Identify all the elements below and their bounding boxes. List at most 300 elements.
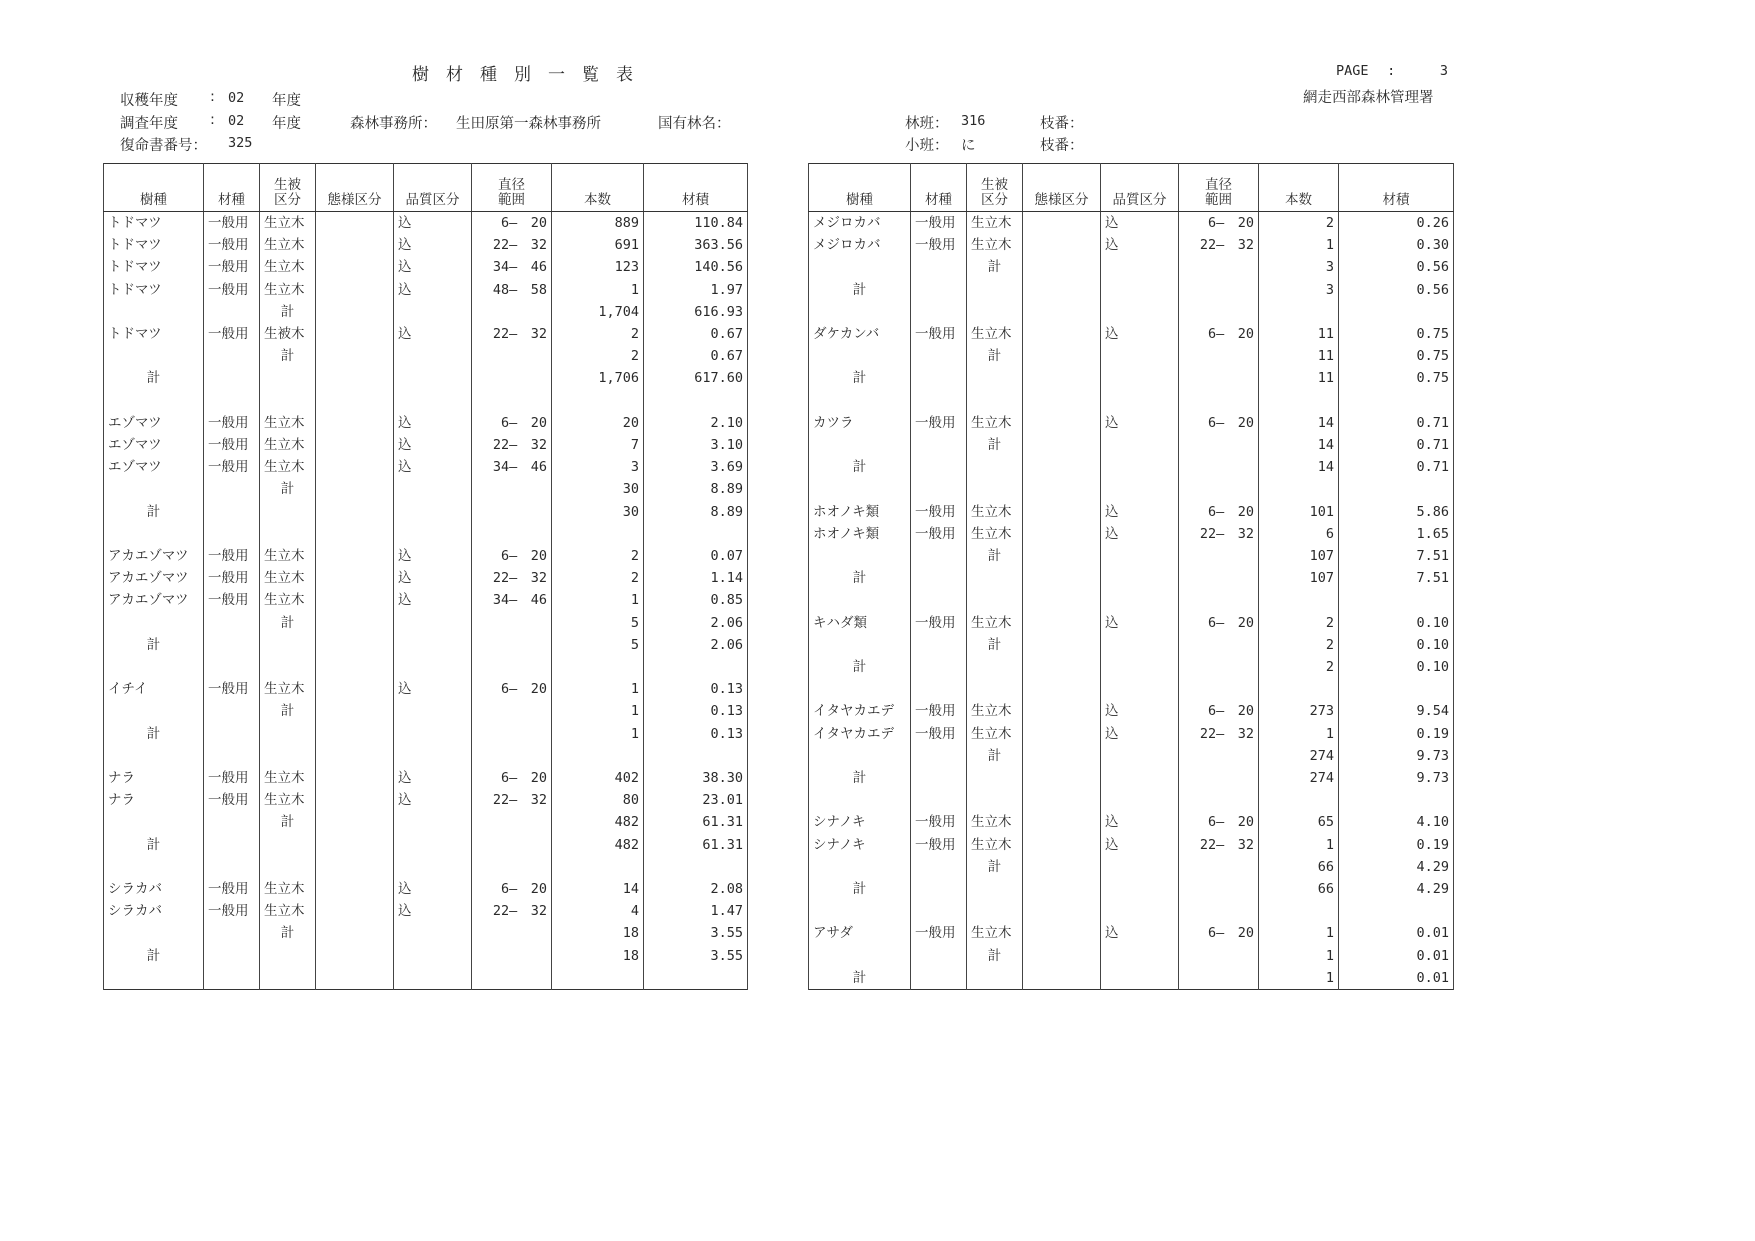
table-row [809,212,1454,235]
column-header-status: 生被 区分 [967,164,1023,212]
cell-count [552,656,644,678]
table-row [104,922,748,944]
cell-quality: 込 [394,412,472,434]
cell-quality: 込 [394,589,472,611]
cell-volume: 3.10 [644,434,748,456]
cell-diameter [472,634,552,656]
cell-grade [911,856,967,878]
cell-grade [911,367,967,389]
cell-grade [911,589,967,611]
table-row [104,678,748,700]
cell-mode [1023,323,1101,345]
cell-quality: 込 [394,900,472,922]
cell-mode [316,501,394,523]
cell-volume: 0.13 [644,723,748,745]
cell-mode [1023,922,1101,944]
cell-species: 計 [104,501,204,523]
page-title: 樹 材 種 別 一 覧 表 [412,65,633,85]
cell-quality: 込 [1101,523,1179,545]
cell-grade: 一般用 [911,234,967,256]
cell-diameter [472,656,552,678]
cell-species: 計 [809,656,911,678]
cell-grade: 一般用 [204,212,260,235]
cell-volume: 0.10 [1339,612,1454,634]
cell-species [809,345,911,367]
cell-count: 66 [1259,878,1339,900]
cell-count: 3 [552,456,644,478]
cell-diameter: 6― 20 [472,412,552,434]
cell-volume: 0.85 [644,589,748,611]
cell-diameter [1179,945,1259,967]
cell-mode [1023,345,1101,367]
table-row [809,567,1454,589]
table-row [809,434,1454,456]
cell-volume [1339,678,1454,700]
cell-status: 計 [260,922,316,944]
cell-species: 計 [809,767,911,789]
cell-volume: 3.69 [644,456,748,478]
cell-diameter: 6― 20 [1179,212,1259,235]
cell-quality [394,723,472,745]
cell-volume: 8.89 [644,478,748,500]
cell-status: 生立木 [967,922,1023,944]
table-header-row [809,164,1454,212]
cell-species [104,856,204,878]
cell-quality [394,834,472,856]
cell-grade [204,301,260,323]
cell-species [809,390,911,412]
cell-volume: 2.06 [644,612,748,634]
cell-mode [316,856,394,878]
cell-grade [911,301,967,323]
cell-count: 2 [1259,612,1339,634]
cell-species [104,967,204,990]
cell-mode [316,323,394,345]
cell-quality [1101,878,1179,900]
rinpan-value: 316 [961,113,986,129]
cell-mode [316,767,394,789]
cell-quality: 込 [1101,212,1179,235]
cell-volume: 3.55 [644,945,748,967]
cell-mode [1023,589,1101,611]
harvest-year-value: 02 [228,90,245,106]
cell-species: ナラ [104,789,204,811]
cell-volume: 140.56 [644,256,748,278]
cell-diameter: 6― 20 [1179,922,1259,944]
cell-mode [1023,878,1101,900]
cell-diameter: 6― 20 [472,212,552,235]
cell-status: 生立木 [260,678,316,700]
cell-grade: 一般用 [911,212,967,235]
cell-mode [1023,523,1101,545]
cell-mode [1023,545,1101,567]
cell-mode [316,745,394,767]
cell-volume: 61.31 [644,834,748,856]
cell-quality [394,367,472,389]
cell-volume: 4.29 [1339,878,1454,900]
table-row [104,723,748,745]
cell-count: 273 [1259,700,1339,722]
cell-grade [204,367,260,389]
cell-volume: 0.67 [644,345,748,367]
cell-diameter [472,612,552,634]
cell-count: 1 [552,279,644,301]
table-row [809,345,1454,367]
cell-species: ナラ [104,767,204,789]
cell-status: 計 [967,256,1023,278]
cell-status: 生立木 [967,412,1023,434]
cell-quality: 込 [1101,700,1179,722]
table-row [104,323,748,345]
cell-grade: 一般用 [204,234,260,256]
cell-mode [1023,811,1101,833]
cell-quality [1101,767,1179,789]
table-row [104,456,748,478]
cell-status [260,945,316,967]
cell-mode [1023,856,1101,878]
cell-count: 1 [552,700,644,722]
cell-status [967,390,1023,412]
cell-volume: 0.71 [1339,434,1454,456]
cell-diameter: 6― 20 [472,678,552,700]
cell-status: 計 [967,945,1023,967]
cell-grade [204,345,260,367]
cell-count: 11 [1259,345,1339,367]
cell-grade: 一般用 [911,501,967,523]
cell-volume: 1.47 [644,900,748,922]
cell-quality: 込 [394,878,472,900]
cell-diameter [1179,767,1259,789]
cell-species [104,301,204,323]
cell-species: トドマツ [104,234,204,256]
cell-grade [911,434,967,456]
cell-mode [1023,745,1101,767]
cell-status [967,967,1023,990]
table-row [809,412,1454,434]
cell-quality [1101,745,1179,767]
cell-volume: 363.56 [644,234,748,256]
cell-species: トドマツ [104,212,204,235]
cell-status: 計 [967,634,1023,656]
column-header-count: 本数 [1259,164,1339,212]
table-row [104,234,748,256]
cell-species [809,301,911,323]
cell-volume: 0.19 [1339,723,1454,745]
cell-grade: 一般用 [911,723,967,745]
cell-grade [204,745,260,767]
cell-species [104,345,204,367]
cell-mode [316,967,394,990]
table-row [104,656,748,678]
cell-species: ダケカンバ [809,323,911,345]
page-indicator [1336,63,1448,79]
cell-grade: 一般用 [204,789,260,811]
cell-diameter [1179,434,1259,456]
survey-year-colon: : [210,112,215,128]
cell-quality: 込 [394,323,472,345]
ledger-table-left [103,163,748,990]
cell-mode [1023,612,1101,634]
ledger-table-right [808,163,1454,990]
cell-count: 1 [1259,967,1339,990]
edaban-label-2: 枝番： [1040,138,1084,154]
harvest-year-colon: : [210,89,215,105]
cell-count [552,745,644,767]
cell-count: 18 [552,922,644,944]
cell-quality: 込 [1101,323,1179,345]
cell-diameter: 22― 32 [472,900,552,922]
cell-quality [1101,256,1179,278]
cell-count: 11 [1259,367,1339,389]
cell-diameter [472,700,552,722]
cell-status: 生立木 [260,545,316,567]
cell-diameter [1179,478,1259,500]
cell-volume: 1.97 [644,279,748,301]
cell-volume: 61.31 [644,811,748,833]
table-row [809,878,1454,900]
cell-grade: 一般用 [204,878,260,900]
cell-status [967,656,1023,678]
cell-grade [911,900,967,922]
cell-count: 2 [1259,656,1339,678]
cell-volume [1339,390,1454,412]
column-header-quality: 品質区分 [1101,164,1179,212]
cell-status: 計 [260,811,316,833]
cell-count: 1 [1259,834,1339,856]
table-row [104,900,748,922]
cell-diameter: 22― 32 [472,567,552,589]
cell-grade [911,456,967,478]
cell-count: 482 [552,811,644,833]
cell-grade: 一般用 [204,900,260,922]
cell-volume: 23.01 [644,789,748,811]
cell-diameter: 22― 32 [1179,723,1259,745]
cell-count: 30 [552,501,644,523]
cell-status [967,301,1023,323]
cell-count: 4 [552,900,644,922]
cell-volume: 3.55 [644,922,748,944]
cell-grade [911,945,967,967]
cell-grade: 一般用 [911,412,967,434]
table-row [809,545,1454,567]
column-header-status: 生被 区分 [260,164,316,212]
cell-grade [911,345,967,367]
cell-count: 5 [552,634,644,656]
cell-mode [1023,834,1101,856]
cell-volume: 0.01 [1339,967,1454,990]
cell-species: エゾマツ [104,412,204,434]
cell-species [809,589,911,611]
cell-grade [911,745,967,767]
table-row [809,745,1454,767]
cell-volume [1339,900,1454,922]
cell-species: トドマツ [104,279,204,301]
cell-diameter: 6― 20 [1179,323,1259,345]
cell-mode [316,212,394,235]
cell-mode [316,567,394,589]
cell-volume [644,523,748,545]
cell-diameter [1179,456,1259,478]
cell-status [967,678,1023,700]
cell-quality: 込 [394,212,472,235]
cell-count [552,856,644,878]
cell-grade: 一般用 [204,456,260,478]
cell-grade [911,767,967,789]
cell-species [809,900,911,922]
cell-status: 計 [967,856,1023,878]
cell-mode [1023,412,1101,434]
cell-mode [1023,945,1101,967]
cell-count: 123 [552,256,644,278]
table-row [104,767,748,789]
cell-volume: 2.06 [644,634,748,656]
cell-volume: 0.13 [644,678,748,700]
cell-count: 3 [1259,256,1339,278]
cell-mode [316,900,394,922]
column-header-diameter: 直径 範囲 [1179,164,1259,212]
cell-diameter: 6― 20 [472,767,552,789]
cell-quality: 込 [394,545,472,567]
table-row [104,367,748,389]
cell-status: 生立木 [260,279,316,301]
cell-grade [204,634,260,656]
cell-status: 計 [967,345,1023,367]
cell-quality [1101,589,1179,611]
cell-mode [316,834,394,856]
cell-mode [1023,900,1101,922]
cell-grade: 一般用 [911,811,967,833]
cell-status: 生立木 [260,412,316,434]
cell-diameter [1179,567,1259,589]
cell-mode [316,412,394,434]
report-number-value: 325 [228,135,253,151]
cell-quality [1101,434,1179,456]
cell-volume [644,390,748,412]
table-row [104,412,748,434]
cell-count [1259,900,1339,922]
table-row [809,390,1454,412]
cell-quality [1101,967,1179,990]
table-row [809,789,1454,811]
cell-diameter [1179,345,1259,367]
cell-count: 6 [1259,523,1339,545]
cell-count: 1 [1259,922,1339,944]
office-name: 網走西部森林管理署 [1303,90,1434,106]
cell-diameter [472,523,552,545]
cell-count: 1 [552,589,644,611]
cell-diameter [472,345,552,367]
cell-species [104,656,204,678]
cell-grade [204,834,260,856]
cell-species: エゾマツ [104,456,204,478]
cell-volume: 0.56 [1339,279,1454,301]
cell-volume: 7.51 [1339,545,1454,567]
cell-grade: 一般用 [204,567,260,589]
cell-status [967,456,1023,478]
cell-status: 計 [967,545,1023,567]
cell-status [967,367,1023,389]
cell-mode [316,789,394,811]
cell-mode [316,656,394,678]
table-row [104,856,748,878]
cell-count: 2 [1259,634,1339,656]
cell-status [967,767,1023,789]
cell-quality: 込 [394,789,472,811]
cell-diameter [1179,789,1259,811]
cell-diameter [472,301,552,323]
table-row [104,501,748,523]
cell-quality: 込 [1101,501,1179,523]
cell-quality [1101,945,1179,967]
cell-grade [204,612,260,634]
cell-grade: 一般用 [911,523,967,545]
cell-volume: 1.65 [1339,523,1454,545]
cell-volume [1339,478,1454,500]
cell-grade: 一般用 [911,323,967,345]
table-row [809,967,1454,990]
cell-volume: 9.73 [1339,767,1454,789]
cell-volume: 4.29 [1339,856,1454,878]
cell-species [104,700,204,722]
cell-volume: 2.10 [644,412,748,434]
cell-quality: 込 [1101,234,1179,256]
cell-species [104,390,204,412]
cell-status [967,900,1023,922]
shohan-label: 小班： [905,138,949,154]
cell-status: 生立木 [260,900,316,922]
cell-quality [1101,345,1179,367]
cell-grade: 一般用 [204,589,260,611]
cell-grade [204,723,260,745]
cell-status: 生立木 [260,878,316,900]
cell-diameter [1179,678,1259,700]
cell-diameter [1179,367,1259,389]
cell-status [967,279,1023,301]
cell-grade [204,922,260,944]
cell-species [809,545,911,567]
cell-mode [1023,478,1101,500]
cell-volume: 0.07 [644,545,748,567]
cell-mode [1023,390,1101,412]
cell-quality [1101,900,1179,922]
cell-volume: 0.26 [1339,212,1454,235]
cell-grade [911,678,967,700]
cell-status: 生立木 [967,323,1023,345]
column-header-grade: 材種 [204,164,260,212]
cell-species [104,922,204,944]
table-row [104,967,748,990]
cell-volume: 0.71 [1339,456,1454,478]
cell-grade: 一般用 [204,279,260,301]
cell-status: 生被木 [260,323,316,345]
cell-grade: 一般用 [204,678,260,700]
cell-status: 生立木 [260,256,316,278]
cell-volume: 2.08 [644,878,748,900]
cell-count: 1,704 [552,301,644,323]
table-row [809,367,1454,389]
cell-status: 生立木 [967,501,1023,523]
cell-grade [204,478,260,500]
table-row [104,634,748,656]
column-header-species: 樹種 [104,164,204,212]
cell-diameter [472,745,552,767]
table-row [104,745,748,767]
cell-diameter [472,922,552,944]
table-row [809,456,1454,478]
cell-count: 1 [1259,723,1339,745]
table-row [104,700,748,722]
cell-count: 2 [552,567,644,589]
